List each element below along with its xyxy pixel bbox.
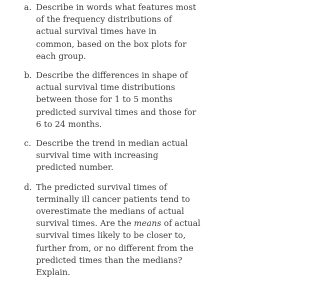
question-line: terminally ill cancer patients tend to — [36, 193, 190, 204]
question-text — [36, 181, 201, 279]
question-line: Describe the differences in shape of — [36, 70, 188, 81]
question-line: common, based on the box plots for — [36, 38, 187, 49]
question-line-with-emphasis — [36, 217, 201, 229]
question-b — [0, 69, 200, 130]
question-line: predicted survival times and those for — [36, 106, 197, 117]
question-line: between those for 1 to 5 months — [36, 94, 173, 105]
question-line: predicted number. — [36, 162, 114, 173]
emphasis-word: means — [133, 218, 162, 229]
question-line: of the frequency distributions of — [36, 14, 172, 25]
question-line: actual survival times have in — [36, 26, 157, 37]
question-c — [0, 137, 200, 174]
question-text — [36, 69, 197, 130]
question-line: 6 to 24 months. — [36, 118, 102, 129]
question-letter: d. — [24, 181, 32, 192]
question-line: survival time with increasing — [36, 150, 159, 161]
question-line: predicted times than the medians? — [36, 254, 183, 265]
question-a — [0, 1, 200, 62]
question-line: overestimate the medians of actual — [36, 206, 185, 217]
question-text — [36, 137, 186, 174]
question-line: actual survival time distributions — [36, 82, 176, 93]
question-line: Describe in words what features most — [36, 2, 197, 12]
question-line: Describe the trend in median actual — [36, 138, 188, 149]
question-line: further from, or no different from the — [36, 242, 194, 253]
question-line: Explain. — [36, 267, 71, 278]
question-line-end: of actual — [161, 218, 201, 229]
question-line: survival times likely to be closer to, — [36, 230, 186, 241]
question-line-start: survival times. Are the — [36, 218, 134, 229]
question-letter: c. — [24, 138, 32, 149]
question-line: each group. — [36, 50, 87, 61]
question-line: The predicted survival times of — [36, 181, 167, 192]
question-letter: a. — [24, 2, 32, 12]
question-d — [0, 181, 200, 279]
question-letter: b. — [24, 70, 32, 81]
question-text — [36, 1, 197, 62]
